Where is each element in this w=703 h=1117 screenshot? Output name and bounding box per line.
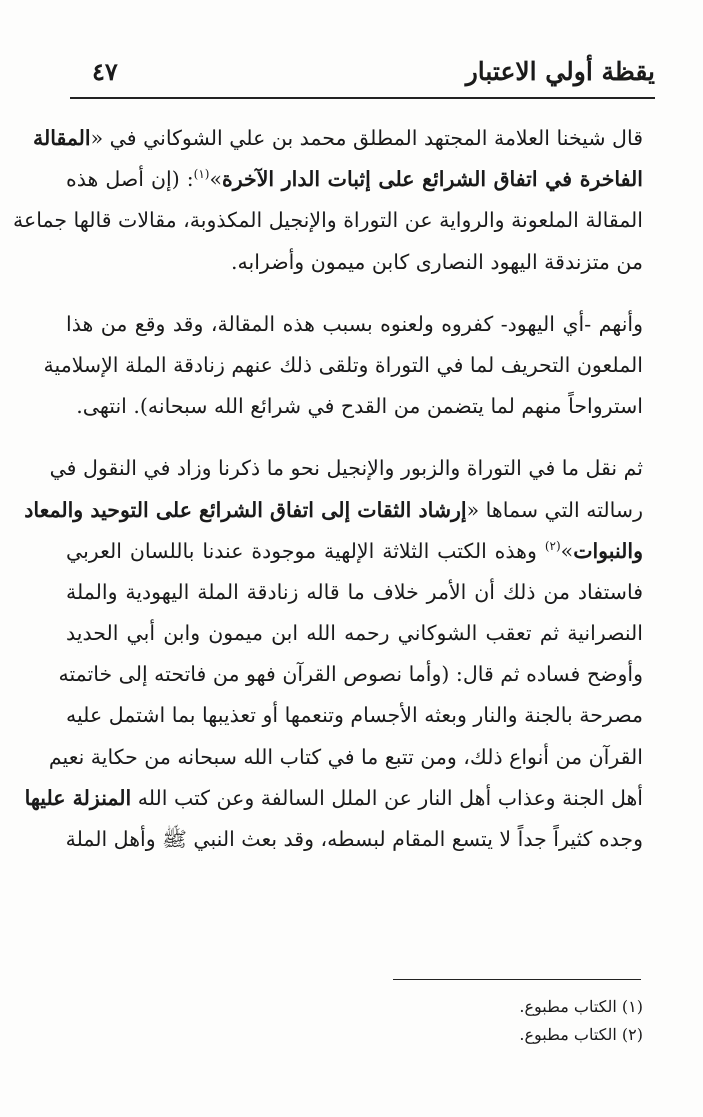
text-line: مصرحة بالجنة والنار وبعثه الأجسام وتنعمها أو تعذيبها بما اشتمل عليه <box>66 703 643 728</box>
paragraph-gap <box>66 427 643 448</box>
text-line: من متزندقة اليهود النصارى كابن ميمون وأضرابه. <box>230 249 643 274</box>
page-header <box>70 55 655 99</box>
text-line: أهل الجنة وعذاب أهل النار عن الملل السالفة وعن كتب الله المنزلة عليها <box>24 785 643 810</box>
text-line: وأنهم -أي اليهود- كفروه ولعنوه بسبب هذه المقالة، وقد وقع من هذا <box>66 311 643 336</box>
text-line: قال شيخنا العلامة المجتهد المطلق محمد بن علي الشوكاني في «المقالة <box>32 126 643 150</box>
page-number: ٤٧ <box>92 57 118 86</box>
book-title: الفاخرة في اتفاق الشرائع على إثبات الدار الآخرة <box>222 167 643 192</box>
text-line: وجده كثيراً جداً لا يتسع المقام لبسطه، وقد بعث النبي ﷺ وأهل الملة <box>65 827 643 851</box>
text-line: ثم نقل ما في التوراة والزبور والإنجيل نحو ما ذكرنا وزاد في النقول في <box>49 456 643 481</box>
text-line: النصرانية ثم تعقب الشوكاني رحمه الله ابن ميمون وابن أبي الحديد <box>66 621 643 646</box>
text-line: والنبوات»$^{(٢)}$ وهذه الكتب الثلاثة الإلهية موجودة عندنا باللسان العربي <box>66 538 643 563</box>
text-line: الفاخرة في اتفاق الشرائع على إثبات الدار الآخرة»$^{(١)}$: (إن أصل هذه <box>66 167 643 192</box>
text-line: استرواحاً منهم لما يتضمن من القدح في شرائع الله سبحانه). انتهى. <box>76 394 643 419</box>
text-line: الملعون التحريف لما في التوراة وتلقى ذلك عنهم زنادقة الملة الإسلامية <box>43 352 643 377</box>
running-title: يقظة أولي الاعتبار <box>465 57 655 86</box>
footnotes <box>519 993 643 1049</box>
book-title: إرشاد الثقات إلى اتفاق الشرائع على التوحيد والمعاد <box>24 497 467 522</box>
book-title: المقالة <box>32 126 91 150</box>
text-line: القرآن من أنواع ذلك، ومن تتبع ما في كتاب الله سبحانه من حكاية نعيم <box>48 744 643 769</box>
text-line: المقالة الملعونة والرواية عن التوراة والإنجيل المكذوبة، مقالات قالها جماعة <box>13 208 643 233</box>
paragraph-gap <box>66 283 643 304</box>
book-title: والنبوات <box>573 538 643 563</box>
footnote-separator <box>393 979 641 980</box>
body-text <box>13 118 643 860</box>
footnote: (٢) الكتاب مطبوع. <box>519 1025 643 1044</box>
text-line: فاستفاد من ذلك أن الأمر خلاف ما قاله زنادقة الملة اليهودية والملة <box>66 579 643 604</box>
footnote-ref: (١) <box>193 167 210 182</box>
text-line: وأوضح فساده ثم قال: (وأما نصوص القرآن فهو من فاتحته إلى خاتمته <box>58 662 643 687</box>
text-line: رسالته التي سماها «إرشاد الثقات إلى اتفاق الشرائع على التوحيد والمعاد <box>24 497 643 522</box>
footnote: (١) الكتاب مطبوع. <box>519 997 643 1016</box>
footnote-ref: (٢) <box>544 538 561 553</box>
